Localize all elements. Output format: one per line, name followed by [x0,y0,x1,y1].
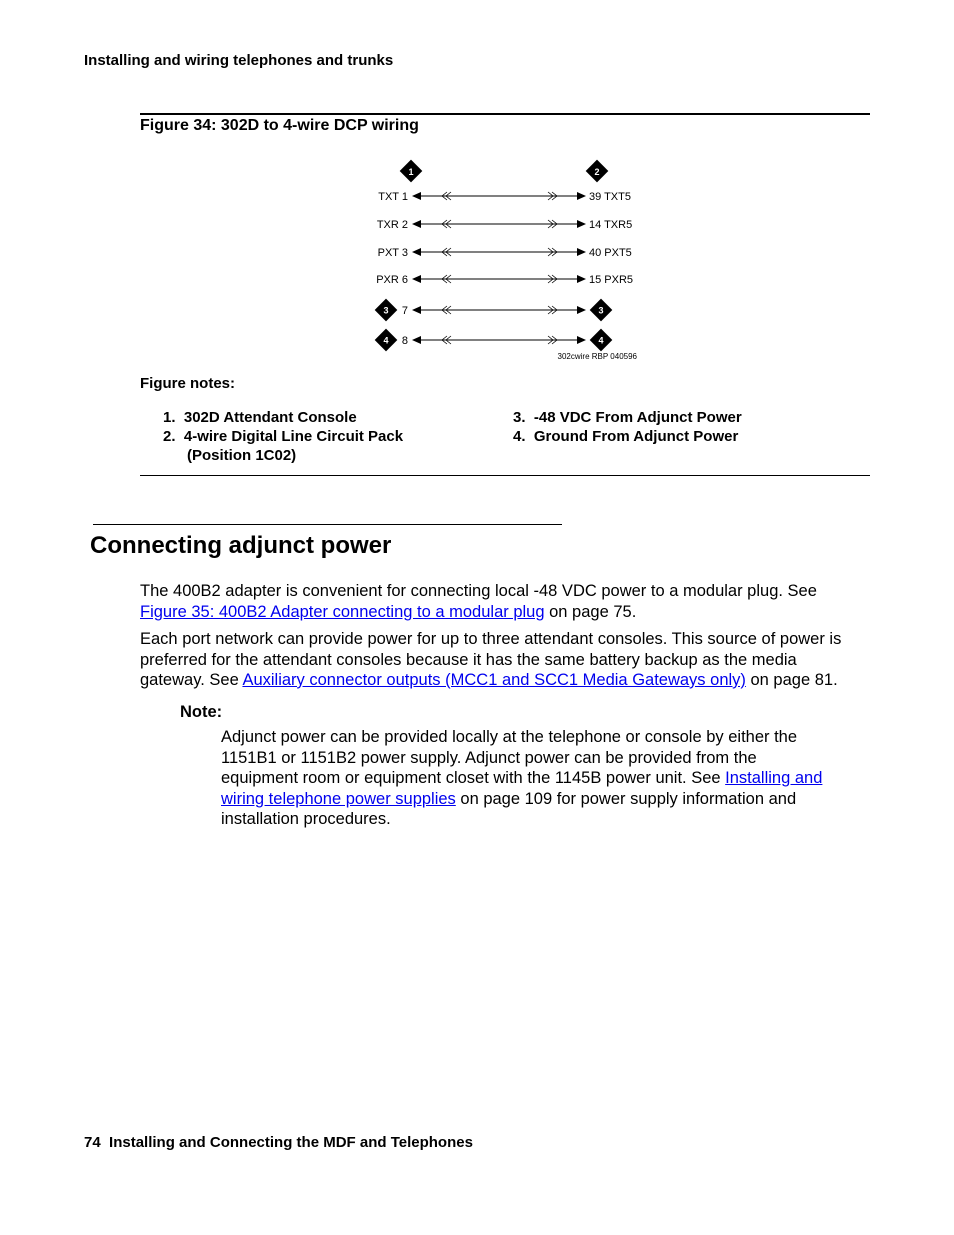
figure-title: Figure 34: 302D to 4-wire DCP wiring [140,117,419,134]
running-header: Installing and wiring telephones and trunks [84,52,394,69]
page-number: 74 [84,1134,101,1151]
arrowhead-right-icon [577,306,586,314]
note-3: 3. -48 VDC From Adjunct Power [513,409,742,426]
callout-3 [375,299,398,322]
callout-4 [590,329,613,352]
arrowhead-right-icon [577,336,586,344]
arrowhead-left-icon [412,275,421,283]
pin-label-right: 39 TXT5 [589,191,631,203]
figure-notes-heading: Figure notes: [140,375,236,392]
svg-text:4: 4 [598,335,604,346]
pin-label-left: 7 [401,305,408,317]
page-footer [84,1134,473,1151]
arrowhead-right-icon [577,275,586,283]
wire-row [375,329,613,352]
pin-label-right: 40 PXT5 [589,247,632,259]
section-rule [93,524,562,525]
power-supplies-link[interactable]: Installing and wiring telephone power supplies [221,769,823,808]
pin-label-left: PXT 3 [377,247,408,259]
note-4: 4. Ground From Adjunct Power [513,428,739,445]
note-1: 1. 302D Attendant Console [163,409,357,426]
wire-row [377,219,632,231]
arrowhead-left-icon [412,248,421,256]
figure-35-link[interactable]: Figure 35: 400B2 Adapter connecting to a modular plug [140,602,545,621]
figure-bottom-rule [140,475,870,476]
svg-text:1: 1 [408,167,414,177]
callout-4 [375,329,398,352]
note-2: 2. 4-wire Digital Line Circuit Pack [163,428,404,445]
pin-label-left: TXR 2 [376,219,408,231]
svg-text:3: 3 [598,305,604,316]
note-2-cont: (Position 1C02) [187,447,297,464]
note-text: Adjunct power can be provided locally at the telephone or console by either the 1151B1 or 1151B2 power supply. Adjunct power can be provided from the equipment room or equipment closet with the 1145B power unit. See Installing and wiring telephone power supplies on page 109 for power supply information and installation procedures. [221,728,823,828]
callout-2 [586,160,609,183]
pin-label-right: 14 TXR5 [589,219,633,231]
footer-title: Installing and Connecting the MDF and Telephones [109,1134,473,1151]
paragraph-1: The 400B2 adapter is convenient for connecting local -48 VDC power to a modular plug. See Figure 35: 400B2 Adapter connecting to a modular plug on page 75. [140,582,817,621]
wire-row [375,299,613,322]
arrowhead-right-icon [577,248,586,256]
wire-row [378,247,632,259]
arrowhead-left-icon [412,306,421,314]
arrowhead-left-icon [412,192,421,200]
svg-text:3: 3 [383,305,389,316]
wire-row [376,274,633,286]
auxiliary-connector-link[interactable]: Auxiliary connector outputs (MCC1 and SCC1 Media Gateways only) [242,671,746,689]
pin-label-right: 15 PXR5 [589,274,634,286]
pin-label-left: PXR 6 [376,274,408,286]
svg-text:2: 2 [594,167,600,177]
arrowhead-left-icon [412,220,421,228]
section-title: Connecting adjunct power [90,532,392,559]
wire-row [378,191,631,203]
figure-credit: 302cwire RBP 040596 [557,352,637,361]
callout-1 [400,160,423,183]
note-label: Note: [180,703,223,721]
callout-3 [590,299,613,322]
pin-label-left: TXT 1 [378,191,408,203]
paragraph-2: Each port network can provide power for up to three attendant consoles. This source of power is preferred for the attendant consoles because it has the same battery backup as the media gateway. See Auxiliary connector outputs (MCC1 and SCC1 Media Gateways only) on page 81. [140,630,842,689]
arrowhead-left-icon [412,336,421,344]
arrowhead-right-icon [577,192,586,200]
wiring-diagram [0,0,954,370]
arrowhead-right-icon [577,220,586,228]
svg-text:4: 4 [383,335,389,346]
pin-label-left: 8 [401,335,408,347]
